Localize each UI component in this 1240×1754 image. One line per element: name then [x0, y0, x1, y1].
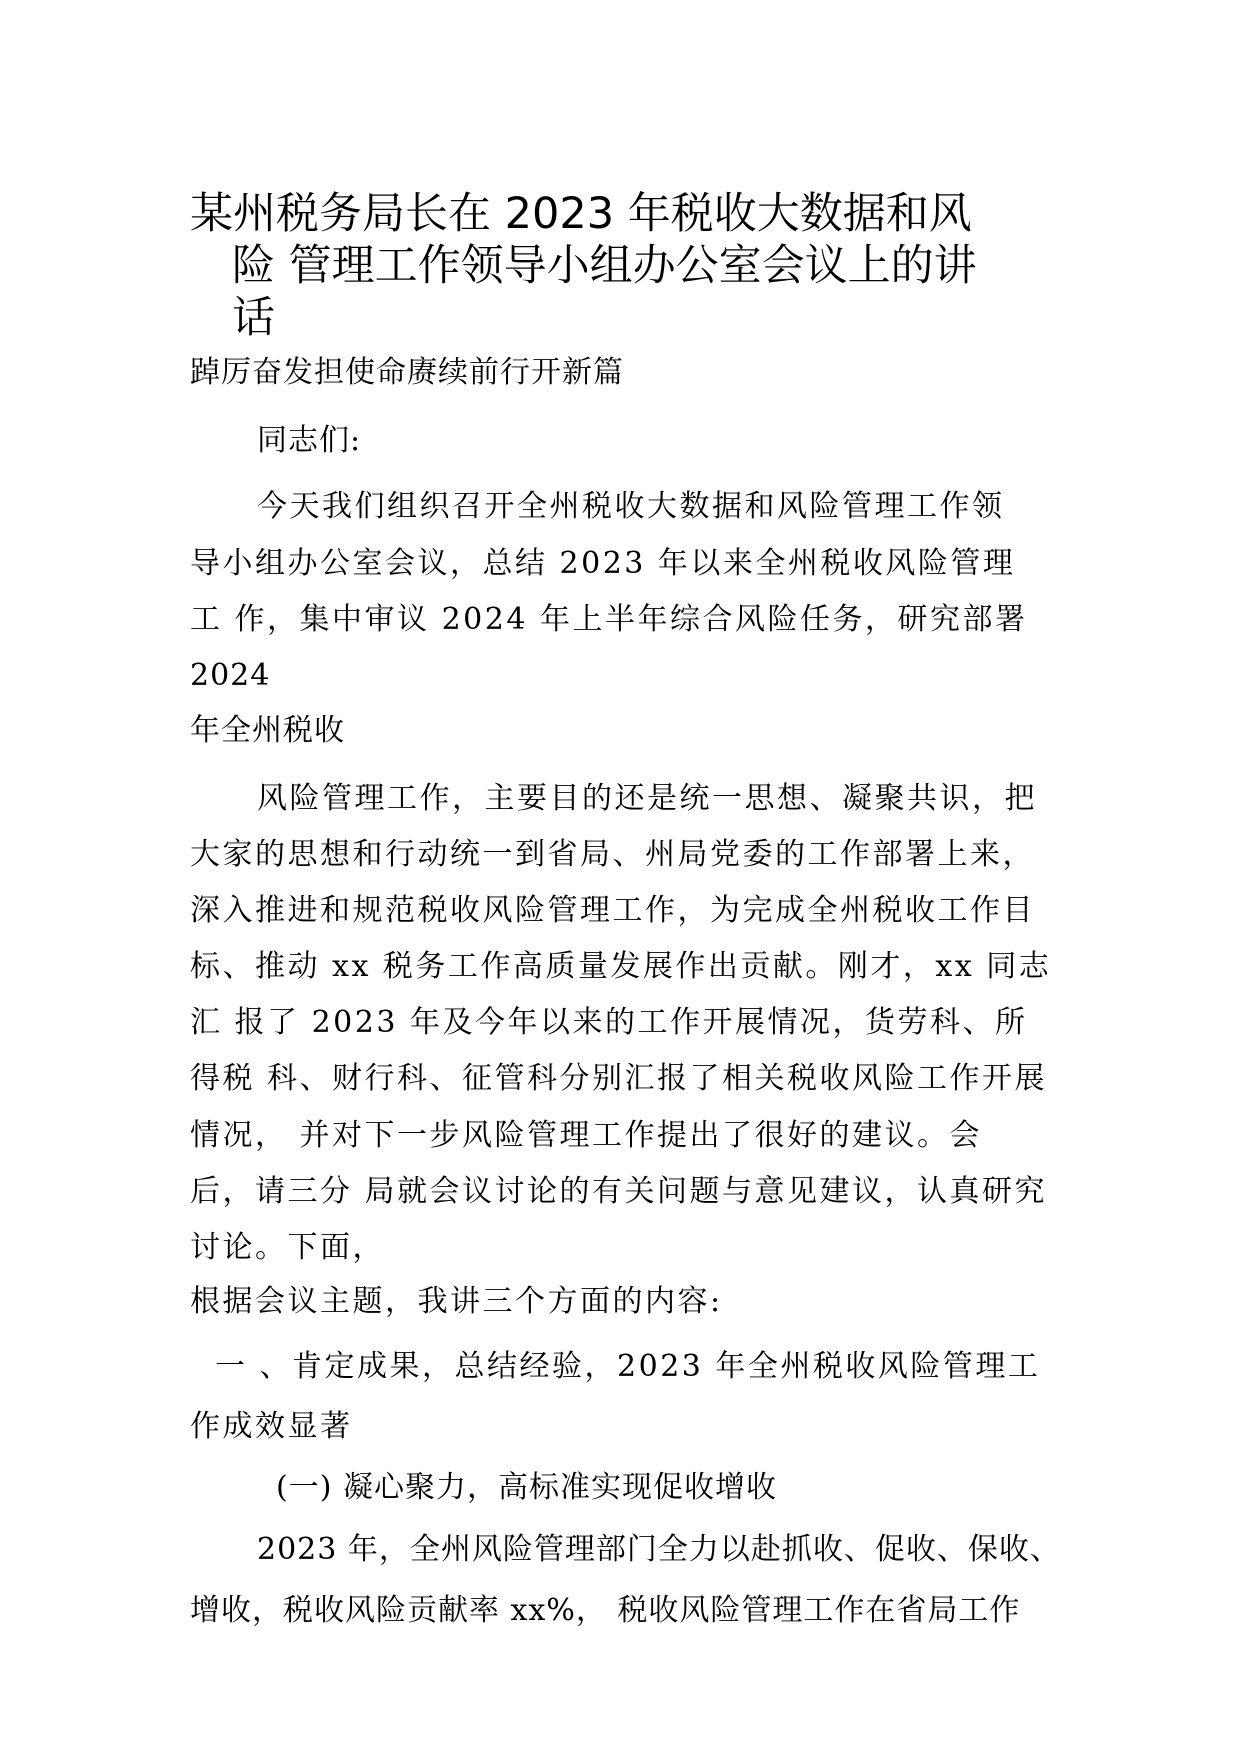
- body-line: 后，请三分 局就会议讨论的有关问题与意见建议，认真研究: [190, 1174, 1048, 1209]
- subsection-heading: (一) 凝心聚力，高标准实现促收增收: [276, 1470, 777, 1505]
- body-line: 深入推进和规范税收风险管理工作，为完成全州税收工作目: [190, 893, 1035, 928]
- document-subtitle: 踔厉奋发担使命赓续前行开新篇: [190, 355, 624, 390]
- body-line: 增收，税收风险贡献率 xx%， 税收风险管理工作在省局工作: [190, 1593, 1021, 1628]
- body-line: 大家的思想和行动统一到省局、州局党委的工作部署上来，: [190, 837, 1035, 872]
- body-line: 标、推动 xx 税务工作高质量发展作出贡献。刚才，xx 同志: [190, 949, 1052, 984]
- title-line: 话: [232, 293, 275, 343]
- section-heading: 一 、肯定成果，总结经验，2023 年全州税收风险管理工: [215, 1349, 1041, 1384]
- title-line: 险 管理工作领导小组办公室会议上的讲: [232, 241, 977, 291]
- body-line: 导小组办公室会议，总结 2023 年以来全州税收风险管理: [190, 546, 1016, 581]
- title-line: 某州税务局长在 2023 年税收大数据和风: [190, 189, 972, 239]
- section-heading: 作成效显著: [190, 1409, 353, 1444]
- body-line: 2023 年，全州风险管理部门全力以赴抓收、促收、保收、: [257, 1532, 1061, 1567]
- body-line: 风险管理工作，主要目的还是统一思想、凝聚共识，把: [257, 781, 1037, 816]
- body-line: 2024: [190, 658, 271, 693]
- body-line: 根据会议主题，我讲三个方面的内容:: [190, 1284, 723, 1319]
- body-line: 汇 报了 2023 年及今年以来的工作开展情况，货劳科、所: [190, 1005, 1028, 1040]
- document-title: [190, 188, 1070, 344]
- body-line: 讨论。下面，: [190, 1230, 385, 1265]
- body-line: 年全州税收: [190, 713, 345, 748]
- body-line: 工 作，集中审议 2024 年上半年综合风险任务，研究部署: [190, 602, 1028, 637]
- body-line: 今天我们组织召开全州税收大数据和风险管理工作领: [257, 489, 1005, 524]
- body-line: 得税 科、财行科、征管科分别汇报了相关税收风险工作开展: [190, 1061, 1048, 1096]
- salutation: 同志们:: [257, 423, 362, 458]
- body-line: 情况， 并对下一步风险管理工作提出了很好的建议。会: [190, 1118, 983, 1153]
